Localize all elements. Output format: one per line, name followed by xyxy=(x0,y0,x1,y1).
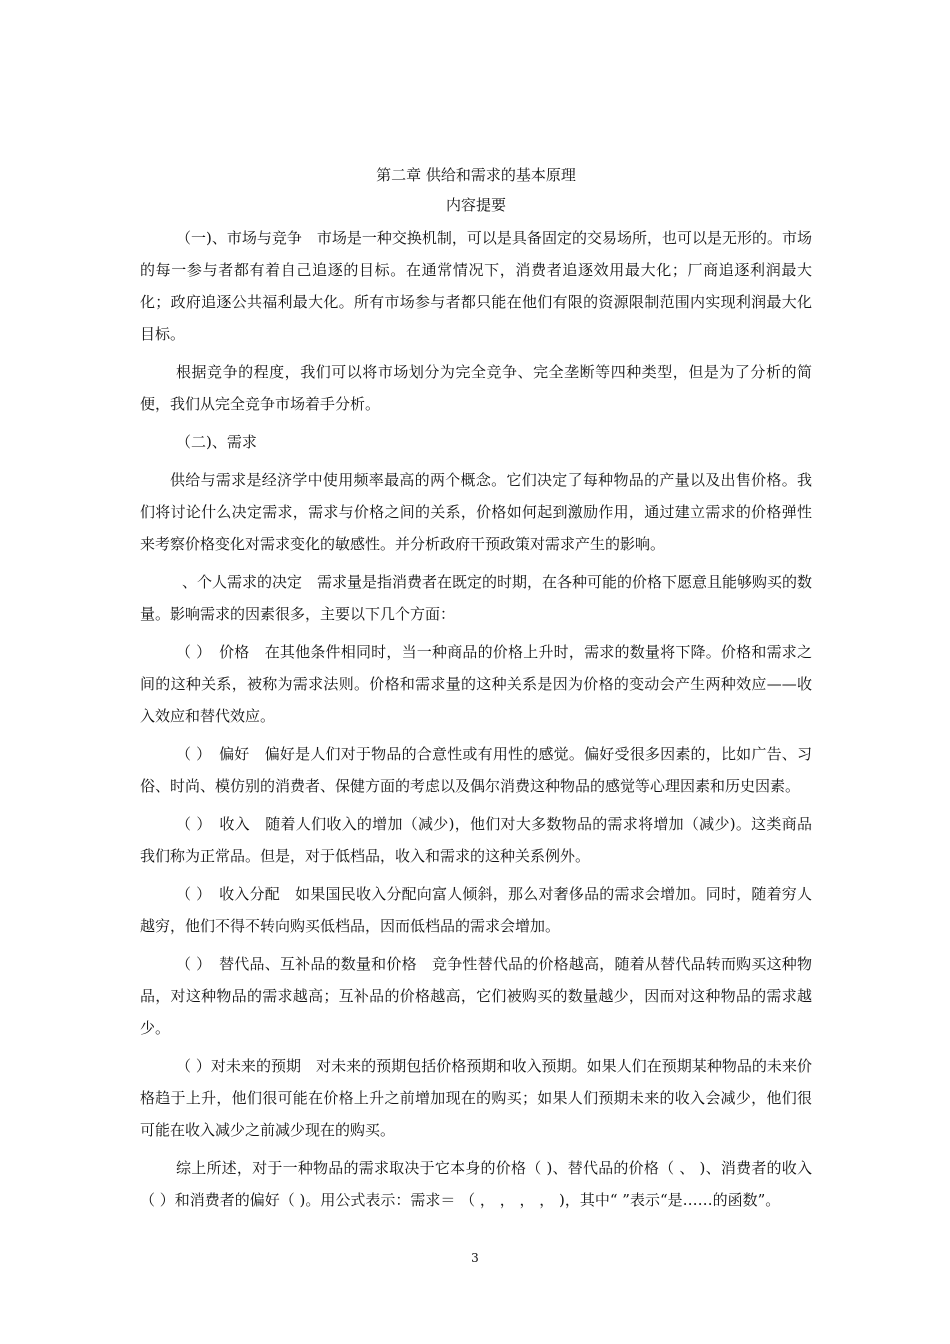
paragraph-factor-expectations: （ ）对未来的预期 对未来的预期包括价格预期和收入预期。如果人们在预期某种物品的未来价格趋于上升，他们很可能在价格上升之前增加现在的购买；如果人们预期未来的收入会减少，他们很可能在收入减少之前减少现在的购买。 xyxy=(140,1057,812,1139)
paragraph-factor-price: （ ） 价格 在其他条件相同时，当一种商品的价格上升时，需求的数量将下降。价格和需求之间的这种关系，被称为需求法则。价格和需求量的这种关系是因为价格的变动会产生两种效应——收入效应和替代效应。 xyxy=(140,643,812,725)
paragraph-summary-formula: 综上所述，对于一种物品的需求取决于它本身的价格（ )、替代品的价格（ 、 )、消费者的收入（ ）和消费者的偏好（ )。用公式表示：需求＝ （ ， ， ， ， )，其中“ ”表示“是……的函数”。 xyxy=(140,1159,812,1209)
paragraph-factor-substitutes-complements: （ ） 替代品、互补品的数量和价格 竞争性替代品的价格越高，随着从替代品转而购买这种物品，对这种物品的需求越高；互补品的价格越高，它们被购买的数量越少，因而对这种物品的需求越少。 xyxy=(140,955,812,1037)
paragraph-factor-preference: （ ） 偏好 偏好是人们对于物品的合意性或有用性的感觉。偏好受很多因素的，比如广告、习俗、时尚、模仿别的消费者、保健方面的考虑以及偶尔消费这种物品的感觉等心理因素和历史因素。 xyxy=(140,745,812,795)
paragraph-supply-demand-intro: 供给与需求是经济学中使用频率最高的两个概念。它们决定了每种物品的产量以及出售价格。我们将讨论什么决定需求，需求与价格之间的关系，价格如何起到激励作用，通过建立需求的价格弹性来考察价格变化对需求变化的敏感性。并分析政府干预政策对需求产生的影响。 xyxy=(140,471,812,553)
paragraph-market-types: 根据竞争的程度，我们可以将市场划分为完全竞争、完全垄断等四种类型，但是为了分析的简便，我们从完全竞争市场着手分析。 xyxy=(140,363,812,413)
paragraph-market-competition: （一)、市场与竞争 市场是一种交换机制，可以是具备固定的交易场所，也可以是无形的。市场的每一参与者都有着自己追逐的目标。在通常情况下，消费者追逐效用最大化；厂商追逐利润最大化；政府追逐公共福利最大化。所有市场参与者都只能在他们有限的资源限制范围内实现利润最大化目标。 xyxy=(140,229,812,343)
section-title: 内容提要 xyxy=(445,196,506,214)
paragraph-individual-demand: 、个人需求的决定 需求量是指消费者在既定的时期，在各种可能的价格下愿意且能够购买的数量。影响需求的因素很多，主要以下几个方面： xyxy=(140,573,813,623)
paragraph-demand-heading: （二)、需求 xyxy=(176,433,257,451)
page-number: 3 xyxy=(471,1251,479,1265)
page-content xyxy=(140,160,812,1222)
paragraph-factor-income-distribution: （ ） 收入分配 如果国民收入分配向富人倾斜，那么对奢侈品的需求会增加。同时，随着穷人越穷，他们不得不转向购买低档品，因而低档品的需求会增加。 xyxy=(140,885,812,935)
paragraph-factor-income: （ ） 收入 随着人们收入的增加（减少)，他们对大多数物品的需求将增加（减少)。这类商品我们称为正常品。但是，对于低档品，收入和需求的这种关系例外。 xyxy=(140,815,812,865)
chapter-title: 第二章 供给和需求的基本原理 xyxy=(376,166,576,184)
